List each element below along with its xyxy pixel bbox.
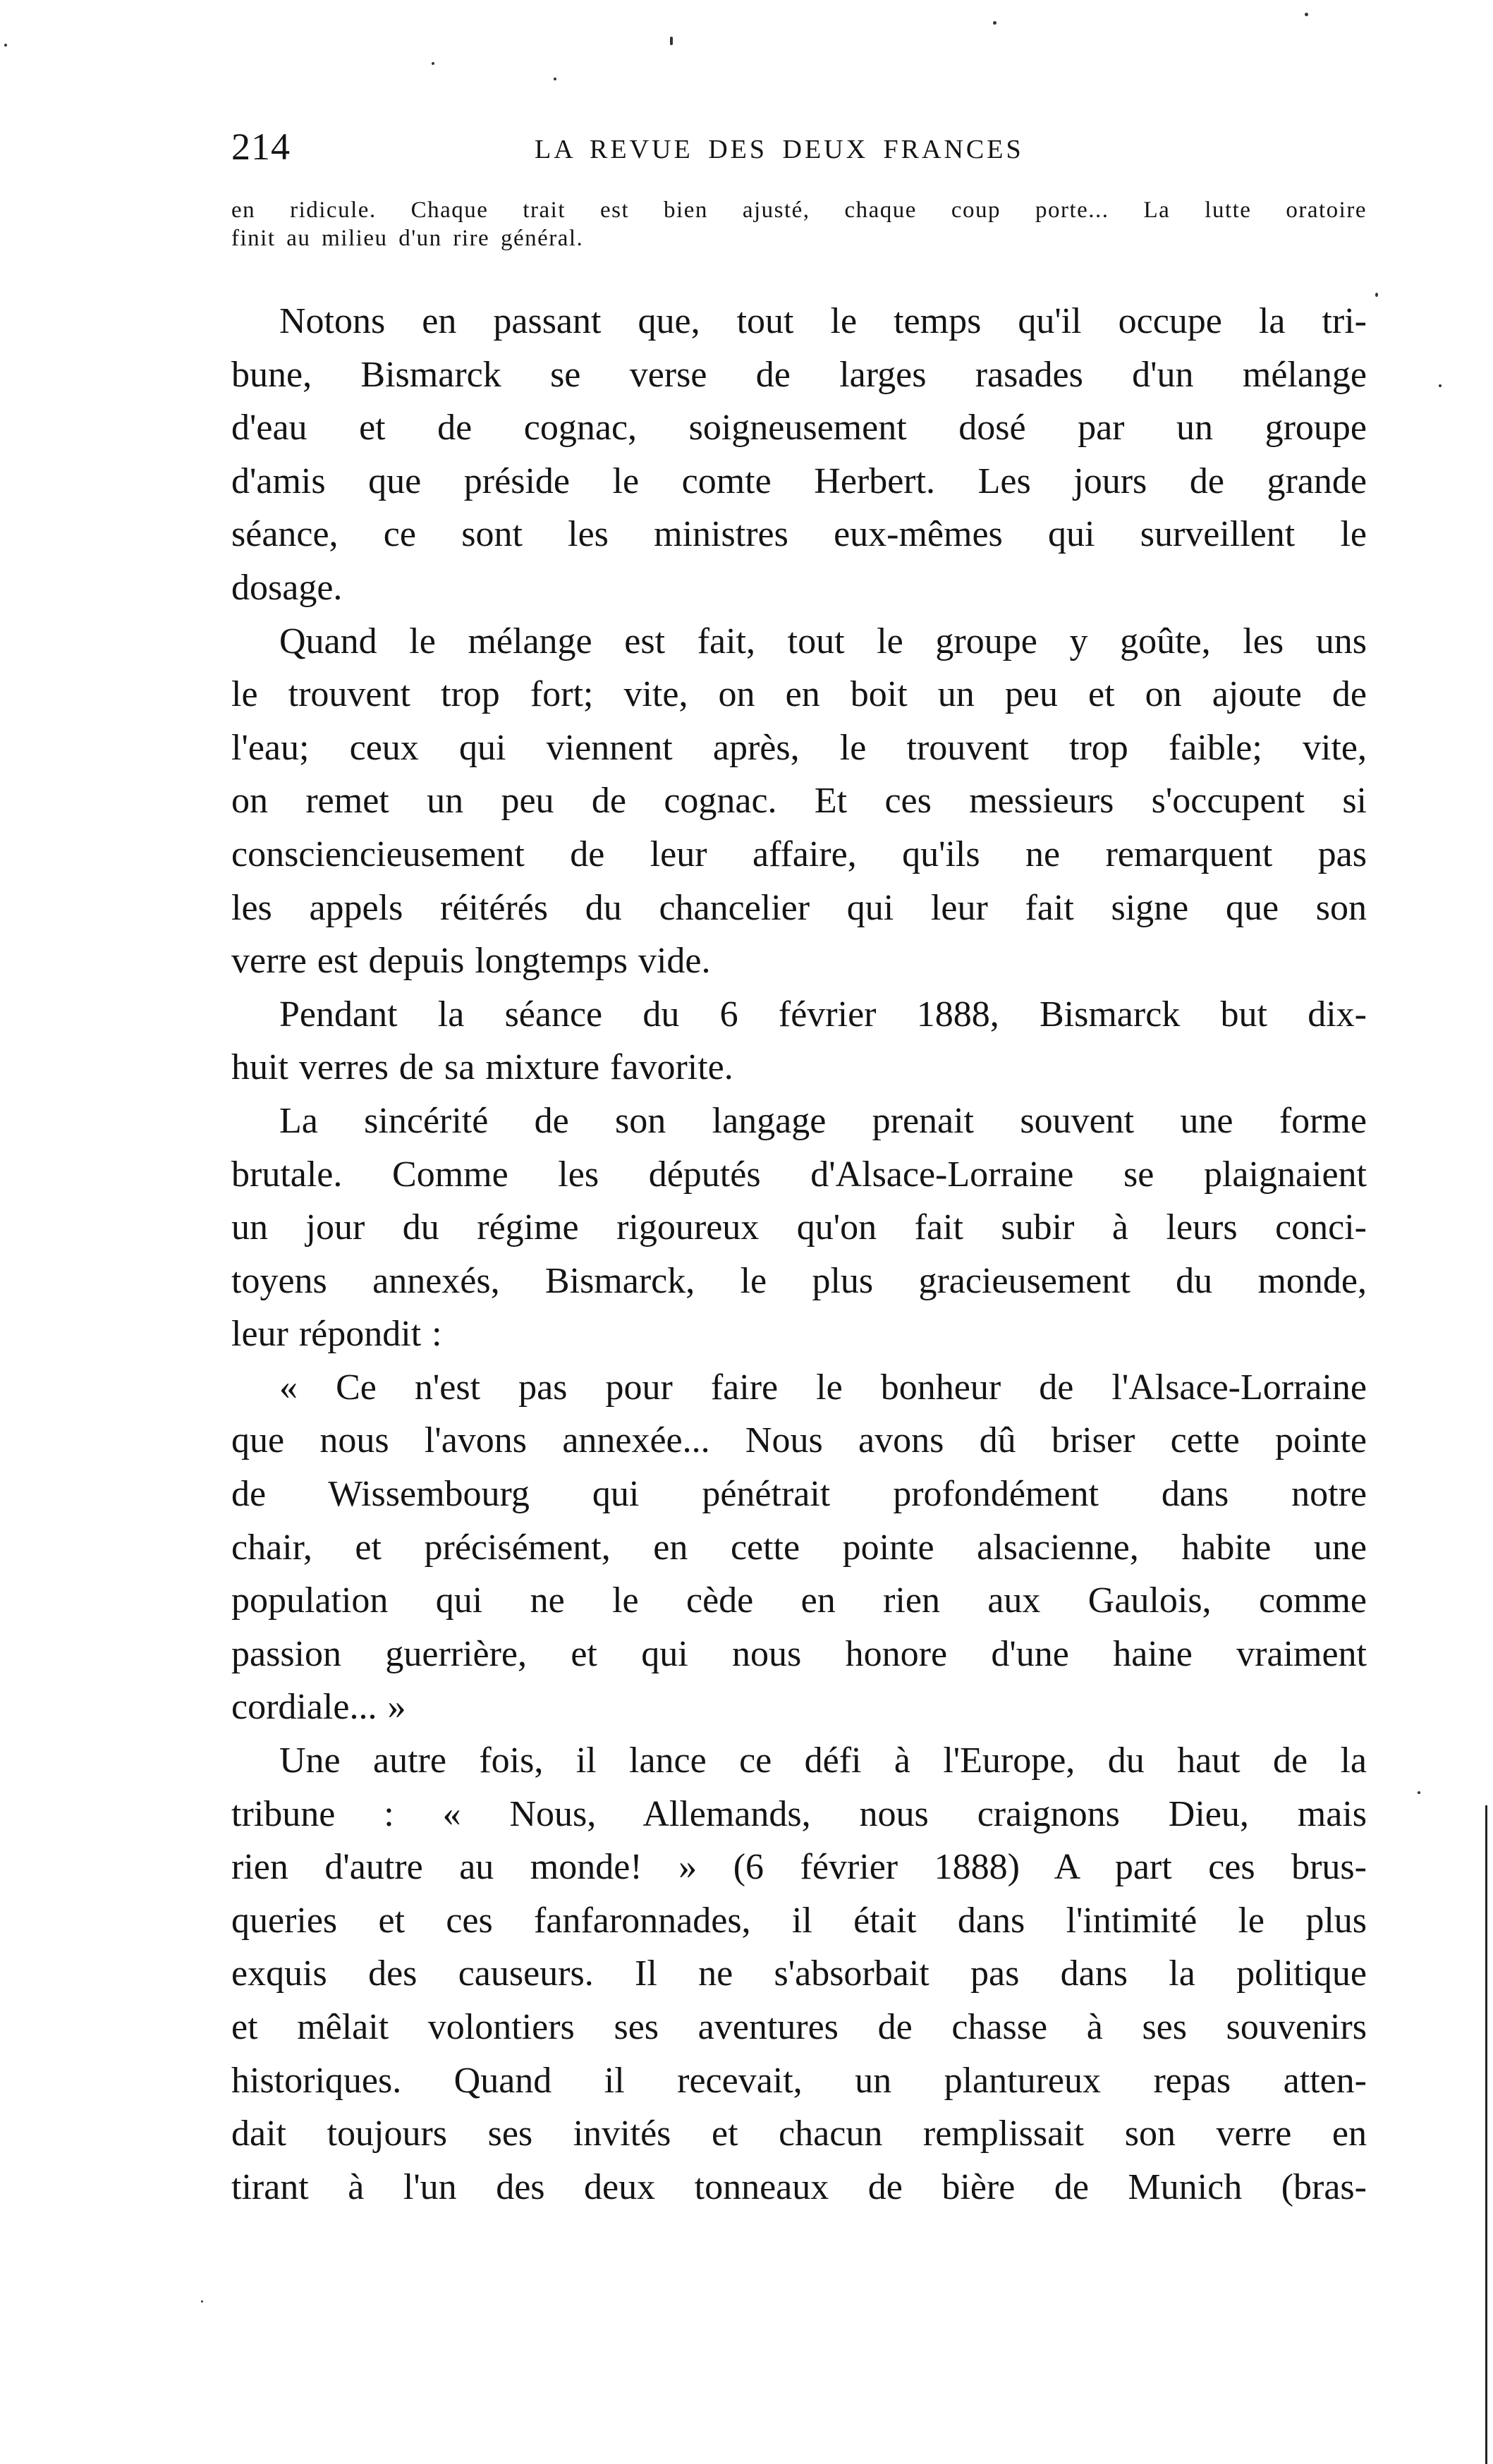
text-line: La sincérité de son langage prenait souvent une forme (279, 1100, 1367, 1141)
scan-speck (201, 2300, 203, 2303)
text-line: tirant à l'un des deux tonneaux de bière de Munich (bras- (231, 2166, 1367, 2207)
text-line: huit verres de sa mixture favorite. (231, 1047, 733, 1088)
paragraph (231, 1734, 1367, 2214)
text-line: Pendant la séance du 6 février 1888, Bismarck but dix- (279, 994, 1367, 1035)
text-line: séance, ce sont les ministres eux-mêmes qui surveillent le (231, 514, 1367, 555)
scan-speck (432, 62, 434, 65)
paragraph (231, 615, 1367, 988)
text-line: historiques. Quand il recevait, un plantureux repas atten- (231, 2060, 1367, 2101)
text-line: que nous l'avons annexée... Nous avons dû briser cette pointe (231, 1420, 1367, 1461)
text-line: on remet un peu de cognac. Et ces messieurs s'occupent si (231, 781, 1367, 822)
text-line: « Ce n'est pas pour faire le bonheur de l'Alsace-Lorraine (279, 1367, 1367, 1408)
text-line: le trouvent trop fort; vite, on en boit un peu et on ajoute de (231, 674, 1367, 715)
page-number: 214 (231, 126, 291, 168)
text-line: de Wissembourg qui pénétrait profondément dans notre (231, 1474, 1367, 1515)
text-line: bune, Bismarck se verse de larges rasades d'un mélange (231, 354, 1367, 395)
paragraph (231, 1094, 1367, 1361)
scan-speck (993, 21, 997, 25)
text-line: l'eau; ceux qui viennent après, le trouvent trop faible; vite, (231, 727, 1367, 768)
scan-speck (1418, 1791, 1420, 1794)
text-line: tribune : « Nous, Allemands, nous craignons Dieu, mais (231, 1793, 1367, 1834)
text-line: d'amis que préside le comte Herbert. Les jours de grande (231, 461, 1367, 501)
text-line: d'eau et de cognac, soigneusement dosé par un groupe (231, 408, 1367, 449)
text-line: passion guerrière, et qui nous honore d'une haine vraiment (231, 1633, 1367, 1674)
text-line: chair, et précisément, en cette pointe alsacienne, habite une (231, 1527, 1367, 1568)
text-line: les appels réitérés du chancelier qui leur fait signe que son (231, 887, 1367, 928)
text-line: un jour du régime rigoureux qu'on fait subir à leurs conci- (231, 1207, 1367, 1248)
text-line: Quand le mélange est fait, tout le groupe y goûte, les uns (279, 621, 1367, 661)
footnote (231, 196, 1367, 252)
text-line: Notons en passant que, tout le temps qu'il occupe la tri- (279, 301, 1367, 341)
footnote-line: en ridicule. Chaque trait est bien ajusté, chaque coup porte... La lutte oratoire (231, 197, 1367, 223)
scan-speck (1439, 384, 1442, 387)
text-line: queries et ces fanfaronnades, il était dans l'intimité le plus (231, 1900, 1367, 1941)
scan-speck (1305, 13, 1308, 16)
paragraph (231, 295, 1367, 615)
scan-speck (554, 78, 556, 80)
scan-margin-edge (1485, 1805, 1487, 2464)
running-title: LA REVUE DES DEUX FRANCES (535, 135, 1024, 164)
text-line: cordiale... » (231, 1687, 406, 1728)
text-line: Une autre fois, il lance ce défi à l'Europe, du haut de la (279, 1740, 1367, 1781)
text-line: toyens annexés, Bismarck, le plus gracieusement du monde, (231, 1260, 1367, 1301)
paragraph (231, 988, 1367, 1094)
page-header (231, 126, 1367, 175)
text-line: dosage. (231, 567, 343, 608)
text-line: verre est depuis longtemps vide. (231, 941, 711, 982)
text-line: rien d'autre au monde! » (6 février 1888) A part ces brus- (231, 1847, 1367, 1888)
quotation-paragraph (231, 1361, 1367, 1734)
body-text (231, 295, 1367, 2214)
scan-speck (4, 44, 7, 47)
text-line: dait toujours ses invités et chacun remplissait son verre en (231, 2114, 1367, 2154)
footnote-line: finit au milieu d'un rire général. (231, 226, 584, 251)
scan-speck (1375, 293, 1378, 297)
text-line: leur répondit : (231, 1314, 442, 1355)
scan-speck (670, 37, 673, 45)
text-line: consciencieusement de leur affaire, qu'ils ne remarquent pas (231, 834, 1367, 874)
text-line: brutale. Comme les députés d'Alsace-Lorraine se plaignaient (231, 1154, 1367, 1195)
text-line: population qui ne le cède en rien aux Gaulois, comme (231, 1580, 1367, 1621)
text-line: et mêlait volontiers ses aventures de chasse à ses souvenirs (231, 2007, 1367, 2047)
text-line: exquis des causeurs. Il ne s'absorbait pas dans la politique (231, 1953, 1367, 1994)
